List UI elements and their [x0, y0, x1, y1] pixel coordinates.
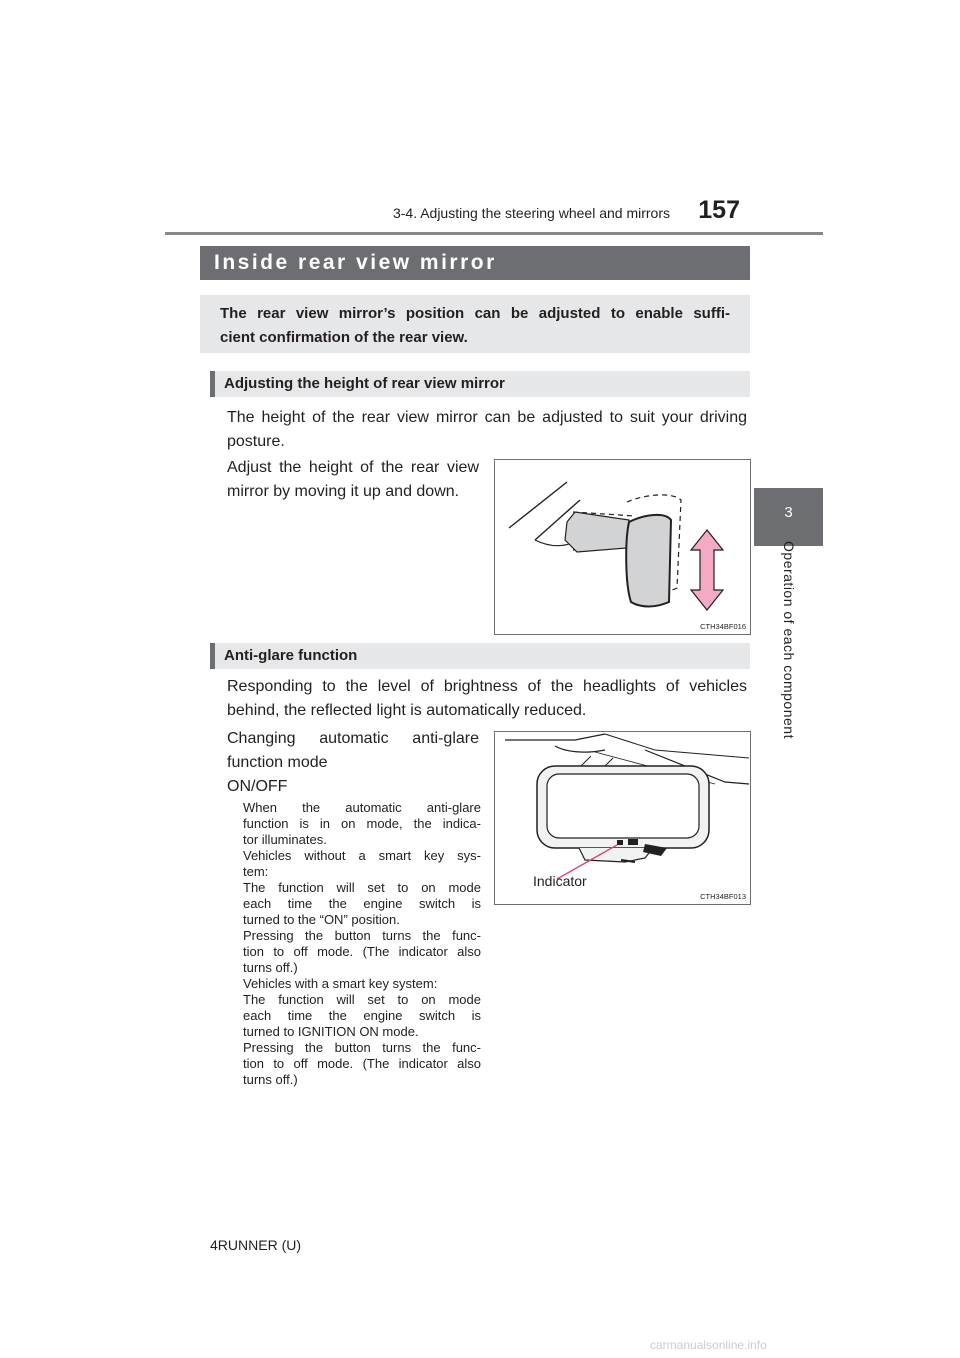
chapter-title: Operation of each component [781, 541, 797, 739]
note-line: The function will set to on mode [243, 992, 481, 1007]
text-line: Responding to the level of brightness of the headlights of vehicles [227, 678, 747, 695]
note-line: Vehicles without a smart key sys- [243, 848, 481, 863]
note-line: Pressing the button turns the func- [243, 1040, 481, 1055]
text-line: posture. [227, 433, 285, 450]
anti-glare-note [243, 800, 481, 1088]
note-line: each time the engine switch is [243, 1008, 481, 1023]
mirror-height-illustration [495, 460, 750, 634]
anti-glare-mode [227, 727, 479, 799]
anti-glare-figure [494, 731, 751, 905]
mirror-height-figure [494, 459, 751, 635]
figure-code: CTH34BF013 [700, 892, 746, 901]
note-line: turns off.) [243, 960, 298, 975]
note-line: tem: [243, 864, 269, 879]
subheading-height-adjust: Adjusting the height of rear view mirror [210, 371, 750, 397]
note-line: The function will set to on mode [243, 880, 481, 895]
note-line: When the automatic anti-glare [243, 800, 481, 815]
header-rule [165, 232, 823, 235]
text-line: mirror by moving it up and down. [227, 483, 460, 500]
watermark: carmanualsonline.info [650, 1338, 767, 1352]
running-header: 3-4. Adjusting the steering wheel and mirrors [392, 205, 670, 221]
note-line: tion to off mode. (The indicator also [243, 1056, 481, 1071]
figure-code: CTH34BF016 [700, 622, 746, 631]
note-line: Pressing the button turns the func- [243, 928, 481, 943]
text-line: ON/OFF [227, 778, 288, 795]
chapter-tab[interactable] [754, 488, 823, 546]
height-instruction [227, 456, 479, 504]
note-line: each time the engine switch is [243, 896, 481, 911]
section-heading: Inside rear view mirror [200, 246, 750, 280]
intro-line: The rear view mirror’s position can be adjusted to enable suffi- [220, 305, 730, 322]
note-line: Vehicles with a smart key system: [243, 976, 438, 991]
note-line: tion to off mode. (The indicator also [243, 944, 481, 959]
subheading-anti-glare: Anti-glare function [210, 643, 750, 669]
page-number: 157 [698, 196, 740, 224]
intro-box [200, 295, 750, 353]
note-line: turns off.) [243, 1072, 298, 1087]
text-line: Changing automatic anti-glare [227, 730, 479, 747]
note-line: turned to IGNITION ON mode. [243, 1024, 419, 1039]
model-footer: 4RUNNER (U) [210, 1237, 301, 1253]
text-line: behind, the reflected light is automatically reduced. [227, 702, 587, 719]
note-line: tor illuminates. [243, 832, 327, 847]
note-line: function is in on mode, the indica- [243, 816, 481, 831]
intro-line: cient confirmation of the rear view. [220, 329, 468, 346]
note-line: turned to the “ON” position. [243, 912, 400, 927]
indicator-label: Indicator [533, 873, 587, 889]
anti-glare-paragraph [227, 675, 747, 723]
text-line: Adjust the height of the rear view [227, 459, 479, 476]
text-line: The height of the rear view mirror can be adjusted to suit your driving [227, 409, 747, 426]
chapter-number: 3 [784, 504, 793, 521]
height-paragraph [227, 406, 747, 454]
text-line: function mode [227, 754, 328, 771]
